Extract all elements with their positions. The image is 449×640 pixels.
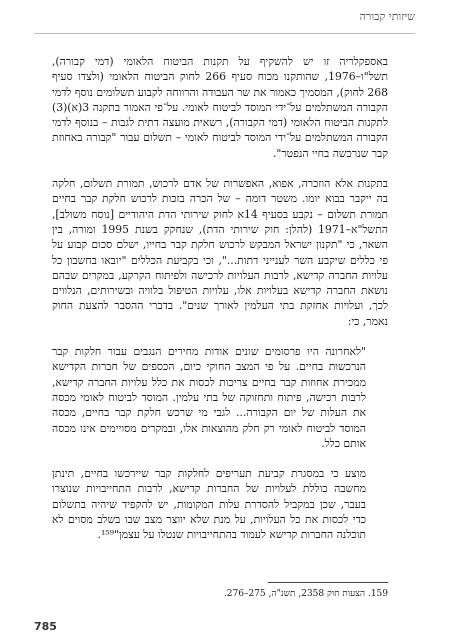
footnote: 159. הצעות חוק 2358, תשנ"ה, 275–276. xyxy=(223,589,388,599)
page-number: 785 xyxy=(34,620,57,633)
quote-paragraph: מוצע כי במסגרת קביעת תעריפים לחלקות קבר שיירכשו בחיים, תינתן מחשבה כוללת לעלויות של החברות קדישא, לרבות התחייבויות שנוצרו בעבר, שכן במקביל להסדרת עלות המקומות, יש להקפיד שיהיה בתשלום כדי לכסות את כל העלויות, על מנת שלא יווצר מצב שבו בשלב מסוים לא תוכלנה החברות קדישא לעמוד בהתחייבויות שנטלו על עצמן"¹⁵⁹. xyxy=(52,467,366,542)
paragraph: בתקנות אלא הוזכרה, אפוא, האפשרות של אדם לרכוש, תמורת תשלום, חלקה בה ייקבר בבוא יומו. משטר דומה – של הכרה בזכות לרכוש חלקת קבר בחיים תמורת תשלום – נקבע בסעיף 14א לחוק שירותי הדת היהודיים [נוסח משולב], התשל"א–1971 (להלן: חוק שירותי הדת), שנחקק בשנת 1995 ומורה, בין השאר, כי "תקנון ישראל המבקש לרכוש חלקת קבר בחייו, ישלם סכום קבוע על פי כללים שיקבע השר לענייני דתות...", וכי בקביעת הכללים "יובאו בחשבון כל עלויות החברה קדישא, לרבות העלויות לרכישה ולפיתוח הקרקע, במקרים שבהם נושאת החברה קדישא בעלויות אלו, עלויות הטיפול בלוויה ובשירותים, הנלווים לכך, ועלויות אחזקת בתי העלמין לאורך שנים". בדברי ההסבר להצעת החוק נאמר, כי: xyxy=(52,177,388,328)
running-title: שיזותי קבורה xyxy=(359,10,415,23)
paragraph: באספקלריה זו יש להשקיף על תקנות הביטוח הלאומי (דמי קבורה), תשל"ו–1976, שהותקנו מכוח סעיף 266 לחוק הביטוח הלאומי (ולצדו סעיף 268 לחוק), המסמיך כאמור את שר העבודה והרווחה לקבוע תשלומים נוסף לדמי הקבורה המשתלמים על־ידי המוסד לביטוח לאומי. על־פי האמור בתקנה 3(א)(3) לתקנות הביטוח הלאומי (דמי הקבורה), רשאית מועצה דתית לגבות – בנוסף לדמי הקבורה המשתלמים על־ידי המוסד לביטוח לאומי – תשלום עבור "קבורה באחוזת קבר שנרכשה בחיי הנפטר". xyxy=(52,55,388,160)
main-text xyxy=(52,54,388,558)
quote-paragraph: "לאחרונה היו פרסומים שונים אודות מחירים הנגבים עבור חלקות קבר הנרכשות בחיים. על פי המצב החוקי כיום, הכספים של חברות הקדישא ממכירת אחוזות קבר בחיים צריכות לכסות את כלל עלויות החברה קדישא, לרבות רכישה, פיתוח ותחזוקה של בתי עלמין. המוסד לביטוח לאומי מכסה את העלות של יום הקבורה... לגבי מי שרכש חלקת קבר בחיים, מכסה המוסד לביטוח לאומי רק חלק מהוצאות אלו, ובמקרים מסויימים אינו מכסה אותם כלל. xyxy=(52,345,366,450)
header-divider xyxy=(34,33,415,34)
footnote-divider xyxy=(268,582,388,583)
block-quote xyxy=(52,344,366,543)
